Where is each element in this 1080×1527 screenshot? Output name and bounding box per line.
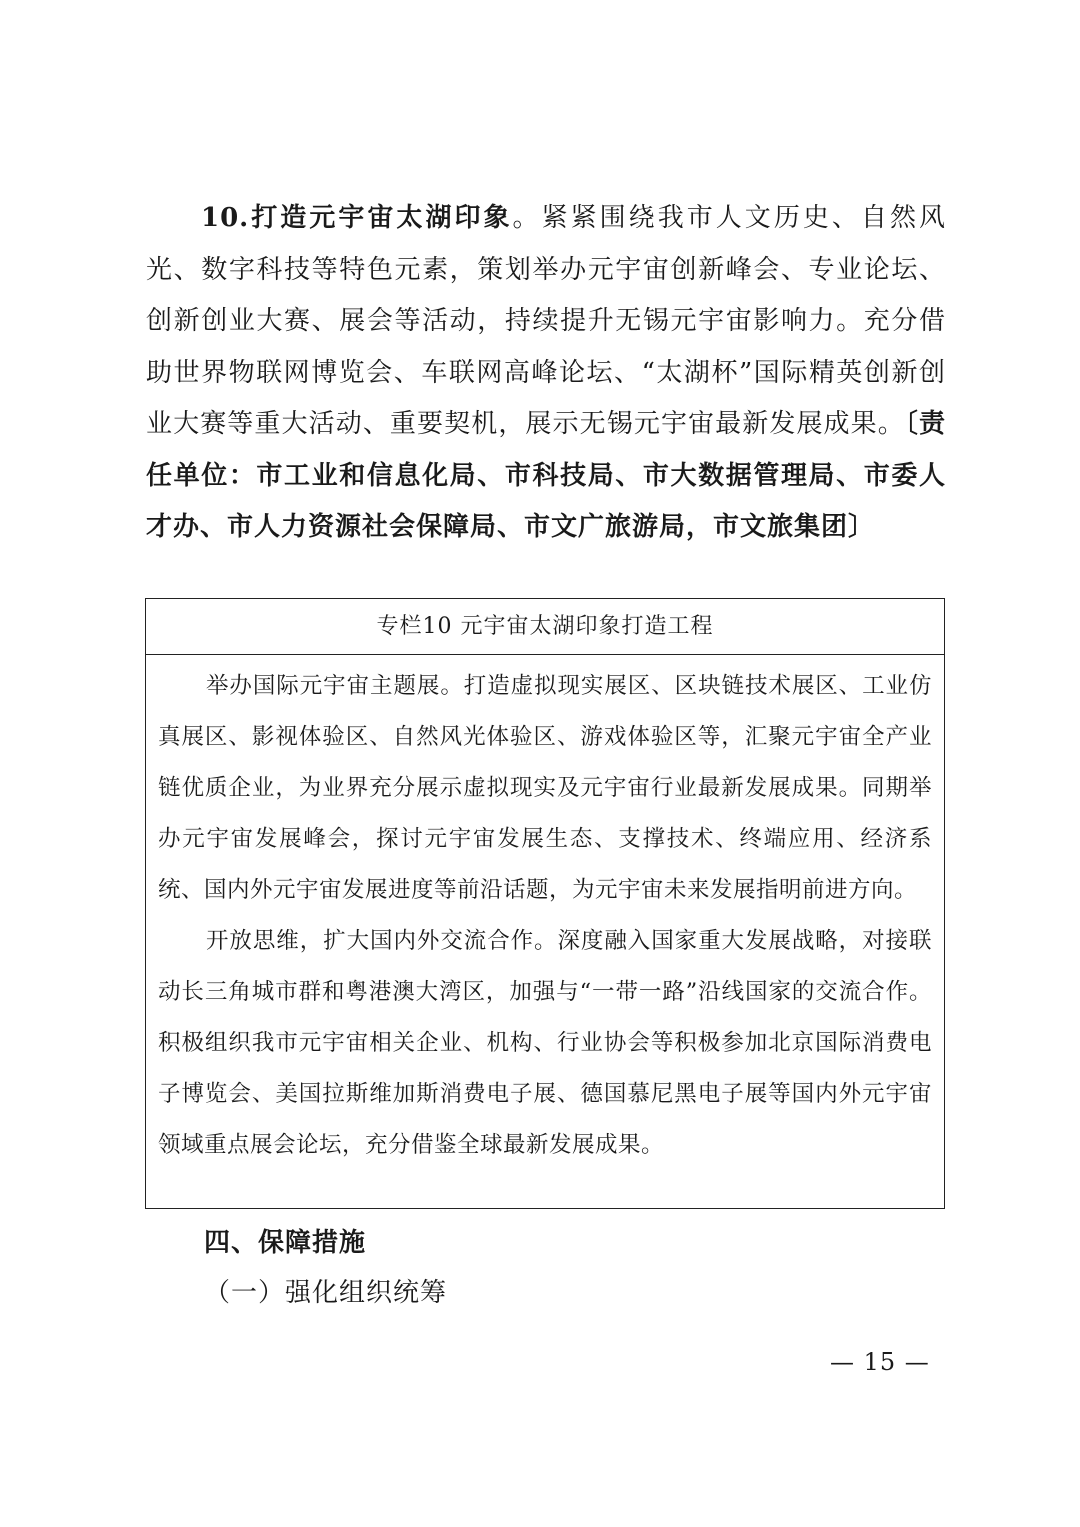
section-10-heading: 10.打造元宇宙太湖印象 bbox=[201, 203, 513, 233]
sidebar-box-body bbox=[146, 655, 944, 1171]
section-4-heading: 四、保障措施 bbox=[204, 1228, 367, 1258]
responsibility-units: 〔责任单位：市工业和信息化局、市科技局、市大数据管理局、市委人才办、市人力资源社会保障局、市文广旅游局，市文旅集团〕 bbox=[146, 409, 946, 542]
sidebar-box-paragraph-2: 开放思维，扩大国内外交流合作。深度融入国家重大发展战略，对接联动长三角城市群和粤港澳大湾区，加强与“一带一路”沿线国家的交流合作。积极组织我市元宇宙相关企业、机构、行业协会等积极参加北京国际消费电子博览会、美国拉斯维加斯消费电子展、德国慕尼黑电子展等国内外元宇宙领域重点展会论坛，充分借鉴全球最新发展成果。 bbox=[158, 928, 932, 1158]
section-4-subheading: （一）强化组织统筹 bbox=[204, 1278, 448, 1308]
sidebar-box-title: 专栏10 元宇宙太湖印象打造工程 bbox=[146, 599, 944, 655]
sidebar-box-paragraph-1: 举办国际元宇宙主题展。打造虚拟现实展区、区块链技术展区、工业仿真展区、影视体验区、自然风光体验区、游戏体验区等，汇聚元宇宙全产业链优质企业，为业界充分展示虚拟现实及元宇宙行业最新发展成果。同期举办元宇宙发展峰会，探讨元宇宙发展生态、支撑技术、终端应用、经济系统、国内外元宇宙发展进度等前沿话题，为元宇宙未来发展指明前进方向。 bbox=[158, 673, 932, 903]
section-10-body: 。紧紧围绕我市人文历史、自然风光、数字科技等特色元素，策划举办元宇宙创新峰会、专业论坛、创新创业大赛、展会等活动，持续提升无锡元宇宙影响力。充分借助世界物联网博览会、车联网高峰论坛、“太湖杯”国际精英创新创业大赛等重大活动、重要契机，展示无锡元宇宙最新发展成果。 bbox=[146, 203, 946, 439]
section-10-paragraph bbox=[146, 193, 946, 554]
sidebar-box bbox=[145, 598, 945, 1209]
page-number: — 15 — bbox=[830, 1348, 930, 1376]
